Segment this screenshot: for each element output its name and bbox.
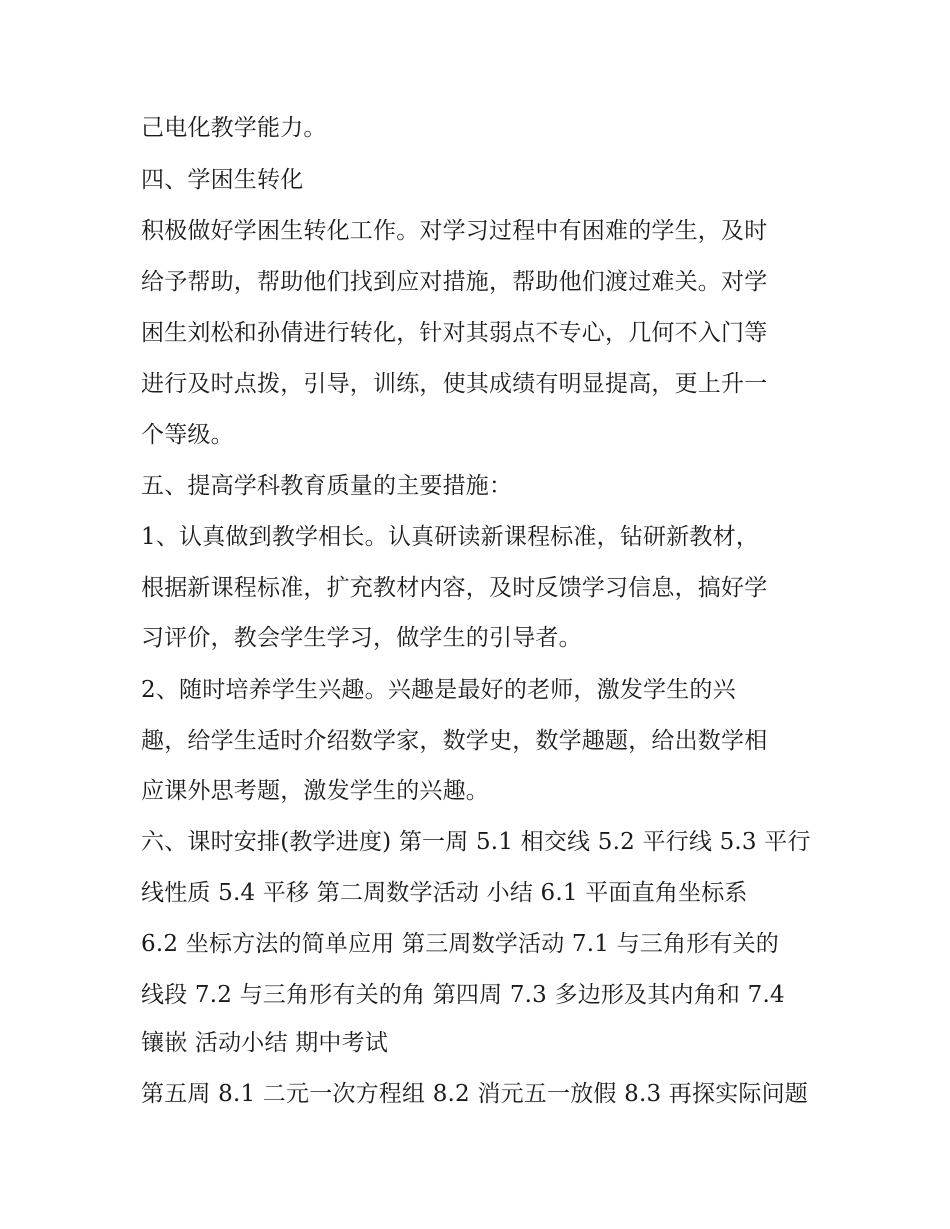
- text-line: 趣，给学生适时介绍数学家，数学史，数学趣题，给出数学相: [141, 728, 768, 754]
- text-line: 根据新课程标准，扩充教材内容，及时反馈学习信息，搞好学: [141, 575, 768, 601]
- text-line: 2、随时培养学生兴趣。兴趣是最好的老师，激发学生的兴: [141, 677, 736, 703]
- text-line: 己电化教学能力。: [141, 115, 327, 141]
- text-line: 6.2 坐标方法的简单应用 第三周数学活动 7.1 与三角形有关的: [141, 931, 779, 957]
- text-line: 个等级。: [141, 422, 234, 448]
- section-heading: 五、提高学科教育质量的主要措施：: [141, 473, 513, 499]
- text-line: 给予帮助，帮助他们找到应对措施，帮助他们渡过难关。对学: [141, 269, 768, 295]
- text-line: 第五周 8.1 二元一次方程组 8.2 消元五一放假 8.3 再探实际问题: [141, 1081, 808, 1107]
- text-line: 线段 7.2 与三角形有关的角 第四周 7.3 多边形及其内角和 7.4: [141, 982, 785, 1008]
- text-line: 线性质 5.4 平移 第二周数学活动 小结 6.1 平面直角坐标系: [141, 880, 748, 906]
- text-line: 进行及时点拨，引导，训练，使其成绩有明显提高，更上升一: [141, 371, 768, 397]
- text-line: 困生刘松和孙倩进行转化，针对其弱点不专心，几何不入门等: [141, 320, 768, 346]
- text-line: 1、认真做到教学相长。认真研读新课程标准，钻研新教材，: [141, 524, 760, 550]
- text-line: 应课外思考题，激发学生的兴趣。: [141, 778, 489, 804]
- text-line: 习评价，教会学生学习，做学生的引导者。: [141, 625, 582, 651]
- text-line: 积极做好学困生转化工作。对学习过程中有困难的学生，及时: [141, 218, 768, 244]
- text-line: 镶嵌 活动小结 期中考试: [141, 1030, 389, 1056]
- section-heading: 六、课时安排(教学进度) 第一周 5.1 相交线 5.2 平行线 5.3 平行: [141, 829, 811, 855]
- section-heading: 四、学困生转化: [141, 167, 304, 193]
